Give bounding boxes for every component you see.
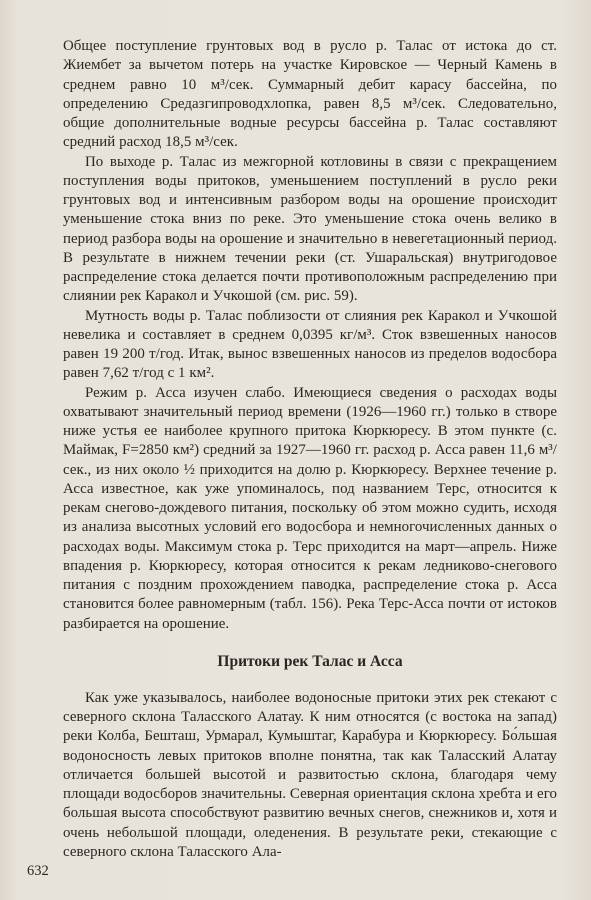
- paragraph-assa-regime: Режим р. Асса изучен слабо. Имеющиеся сведения о расходах воды охватывают значительный период времени (1926—1960 гг.) только в створе ниже устья ее наиболее крупного притока Кюркюресу. В этом пункте (с. Маймак, F=2850 км²) средний за 1927—1960 гг. расход р. Асса равен 11,6 м³/сек., из них около ½ приходится на долю р. Кюркюресу. Верхнее течение р. Асса известное, как уже упоминалось, под названием Терс, относится к рекам снегово-дождевого питания, поскольку об этом можно судить, исходя из анализа высотных условий его водосбора и немногочисленных данных о расходах воды. Максимум стока р. Терс приходится на март—апрель. Ниже впадения р. Кюркюресу, которая относится к рекам ледниково-снегового питания с поздним прохождением паводка, распределение стока р. Асса становится более равномерным (табл. 156). Река Терс-Асса почти от истоков разбирается на орошение.: [63, 384, 557, 632]
- text-block: [63, 37, 557, 862]
- paragraph-turbidity: Мутность воды р. Талас поблизости от слияния рек Каракол и Учкошой невелика и составляет в среднем 0,0395 кг/м³. Сток взвешенных наносов равен 19 200 т/год. Итак, вынос взвешенных наносов из пределов водосбора равен 7,62 т/год с 1 км².: [63, 307, 557, 382]
- paragraph-runoff-decrease: По выходе р. Талас из межгорной котловины в связи с прекращением поступления воды притоков, уменьшением поступлений в русло реки грунтовых вод и интенсивным разбором воды на орошение происходит уменьшение стока вниз по реке. Это уменьшение стока очень велико в период разбора воды на орошение и значительно в невегетационный период. В результате в нижнем течении реки (ст. Ушаральская) внутригодовое распределение стока делается почти противоположным распределению при слиянии рек Каракол и Учкошой (см. рис. 59).: [63, 153, 557, 305]
- paragraph-tributaries: Как уже указывалось, наиболее водоносные притоки этих рек стекают с северного склона Таласского Алатау. К ним относятся (с востока на запад) реки Колба, Бешташ, Урмарал, Кумыштаг, Карабура и Кюркюресу. Бо́льшая водоносность левых притоков вполне понятна, так как Таласский Алатау отличается большей высотой и развитостью склона, благодаря чему площади водосборов значительны. Северная ориентация склона хребта и его большая высота способствуют развитию вечных снегов, снежников и, хотя и очень небольшой площади, оледенения. В результате реки, стекающие с северного склона Таласского Ала-: [63, 689, 557, 860]
- paragraph-groundwater-inflow: Общее поступление грунтовых вод в русло р. Талас от истока до ст. Жиембет за вычетом потерь на участке Кировское — Черный Камень в среднем равно 10 м³/сек. Суммарный дебит карасу бассейна, по определению Средазгипроводхлопка, равен 8,5 м³/сек. Следовательно, общие дополнительные водные ресурсы бассейна р. Талас составляют средний расход 18,5 м³/сек.: [63, 38, 557, 151]
- section-heading: Притоки рек Талас и Асса: [217, 652, 403, 670]
- page-number: 632: [27, 863, 49, 879]
